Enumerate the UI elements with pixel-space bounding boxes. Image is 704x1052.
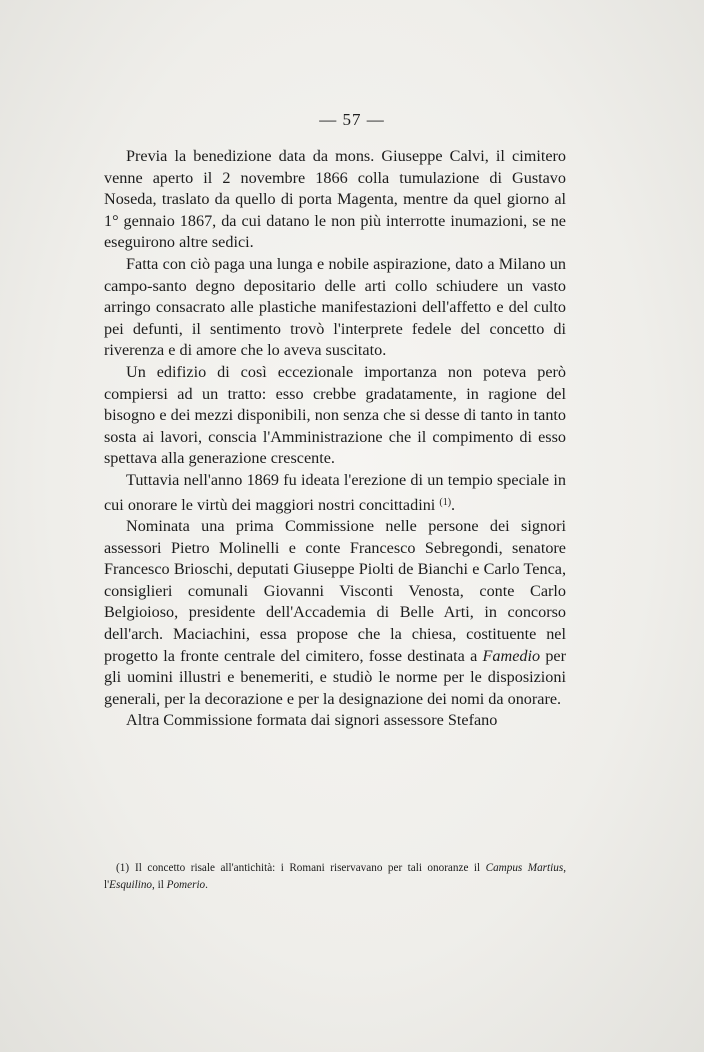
footnote-end: . (205, 879, 208, 891)
footnote-campus-martius: Campus Martius (485, 862, 564, 874)
paragraph-5-text-start: Nominata una prima Commissione nelle persone dei signori assessori Pietro Molinelli e conte Francesco Sebregondi, senatore Francesco Brioschi, deputati Giuseppe Piolti de Bianchi e Carlo Tenca, consiglieri comunali Giovanni Visconti Venosta, conte Carlo Belgioioso, presidente dell'Accademia di Belle Arti, in concorso dell'arch. Maciachini, essa propose che la chiesa, costituente nel progetto la fronte centrale del cimitero, fosse destinata a (104, 517, 566, 665)
paragraph-2: Fatta con ciò paga una lunga e nobile aspirazione, dato a Milano un campo-santo degno depositario delle arti collo schiudere un vasto arringo consacrato alle plastiche manifestazioni dell'affetto e del culto pei defunti, il sentimento trovò l'interprete fedele del concetto di riverenza e di amore che lo aveva suscitato. (104, 254, 566, 360)
footnote-sep-1: , l' (104, 862, 566, 891)
famedio-term: Famedio (482, 646, 541, 665)
footnote-pomerio: Pomerio (166, 879, 206, 891)
paragraph-5 (104, 516, 566, 710)
footnote (104, 860, 566, 894)
footnote-text-1: Il concetto risale all'antichità: i Romani riservavano per tali onoranze il (135, 862, 486, 874)
footnote-sep-2: , il (152, 879, 167, 891)
page-number: — 57 — (319, 110, 385, 129)
body-text (104, 146, 566, 732)
footnote-reference: (1) (439, 496, 452, 508)
paragraph-4 (104, 470, 566, 516)
footnote-marker: (1) (116, 862, 130, 874)
paragraph-5-text-end: per gli uomini illustri e benemeriti, e studiò le norme per le disposizioni generali, per la decorazione e per la designazione dei nomi da onorare. (104, 646, 567, 708)
paragraph-1: Previa la benedizione data da mons. Giuseppe Calvi, il cimitero venne aperto il 2 novembre 1866 colla tumulazione di Gustavo Noseda, traslato da quello di porta Magenta, mentre da quel giorno al 1° gennaio 1867, da cui datano le non più interrotte inumazioni, se ne eseguirono altre sedici. (104, 147, 566, 252)
footnote-text (104, 860, 566, 894)
paragraph-4-end: . (451, 495, 456, 514)
paragraph-6: Altra Commissione formata dai signori assessore Stefano (126, 711, 498, 730)
paragraph-3: Un edifizio di così eccezionale importanza non poteva però compiersi ad un tratto: esso crebbe gradatamente, in ragione del bisogno e dei mezzi disponibili, non senza che si desse di tanto in tanto sosta ai lavori, conscia l'Amministrazione che il compimento di esso spettava alla generazione crescente. (104, 362, 566, 468)
paragraph-4-text: Tuttavia nell'anno 1869 fu ideata l'erezione di un tempio speciale in cui onorare le virtù dei maggiori nostri concittadini (104, 470, 566, 514)
footnote-esquilino: Esquilino (109, 879, 153, 891)
